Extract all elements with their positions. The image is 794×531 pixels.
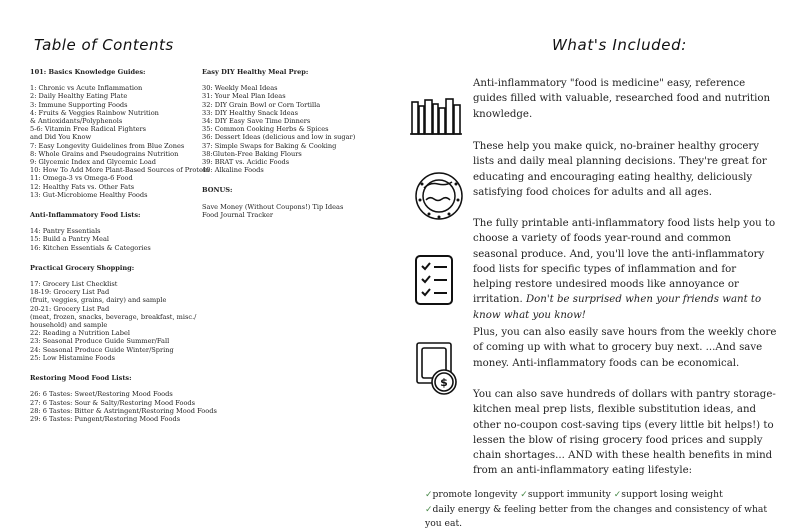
whats-included-title: What's Included: [552, 36, 687, 54]
paragraph-grocery-lists: These help you make quick, no-brainer healthy grocery lists and daily meal planning decisions. They're great for educating and encouraging eating healthy, deliciously satisfying food choices for adults and all ages. [473, 141, 767, 198]
toc-item: 25: Low Histamine Foods [30, 353, 115, 362]
paragraph-save-hours: Plus, you can also easily save hours from the weekly chore of coming up with what to grocery buy next. ...And save money. Anti-inflammatory foods can be economical. [473, 327, 777, 369]
toc-item: 26: 6 Tastes: Sweet/Restoring Mood Foods [30, 390, 173, 399]
toc-section-heading: Anti-Inflammatory Food Lists: [30, 211, 141, 220]
toc-item: 4: Fruits & Veggies Rainbow Nutrition [30, 108, 159, 117]
check-icon: ✓ [520, 490, 528, 500]
toc-item: 32: DIY Grain Bowl or Corn Tortilla [202, 100, 321, 109]
toc-item: 15: Build a Pantry Meal [30, 235, 109, 244]
toc-item: 18-19: Grocery List Pad [30, 288, 110, 297]
toc-item: 37: Simple Swaps for Baking & Cooking [202, 141, 337, 150]
toc-item: (fruit, veggies, grains, dairy) and sample [30, 296, 167, 305]
toc-item: 9: Glycemic Index and Glycemic Load [30, 158, 156, 167]
toc-item: 13: Gut-Microbiome Healthy Foods [30, 190, 148, 199]
toc-item: 28: 6 Tastes: Bitter & Astringent/Restoring Mood Foods [30, 406, 217, 415]
svg-text:$: $ [440, 376, 448, 389]
toc-title: Table of Contents [34, 36, 174, 54]
paragraph-printable-lists-emphasis: Don't be surprised when your friends want to know what you know! [473, 294, 762, 321]
toc-section-gap [202, 174, 377, 186]
toc-section-heading: Practical Grocery Shopping: [30, 263, 135, 272]
toc-section-heading: 101: Basics Knowledge Guides: [30, 68, 146, 76]
toc-item: 33: DIY Healthy Snack Ideas [202, 108, 298, 117]
toc-item: 34: DIY Easy Save Time Dinners [202, 117, 311, 126]
toc-section-heading: Easy DIY Healthy Meal Prep: [202, 68, 309, 76]
toc-item: Food Journal Tracker [202, 210, 274, 219]
toc-item: 40: Alkaline Foods [202, 166, 264, 175]
benefit-immunity: support immunity [527, 489, 611, 500]
toc-item: 17: Grocery List Checklist [30, 280, 118, 289]
toc-item: & Antioxidants/Polyphenols [30, 117, 123, 126]
toc-item: 5-6: Vitamin Free Radical Fighters [30, 125, 147, 134]
benefit-energy: daily energy & feeling better from the changes and consistency of what you eat. [425, 503, 768, 530]
benefit-longevity: promote longevity [432, 489, 518, 500]
toc-item: 10: How To Add More Plant-Based Sources of Protein [30, 166, 210, 175]
toc-item: 14: Pantry Essentials [30, 227, 101, 236]
bookshelf-icon [408, 96, 464, 136]
toc-item: 20-21: Grocery List Pad [30, 304, 110, 313]
benefits-row-2 [425, 503, 785, 531]
toc-item: 11: Omega-3 vs Omega-6 Food [30, 174, 133, 183]
check-icon: ✓ [613, 490, 622, 500]
toc-item: 29: 6 Tastes: Pungent/Restoring Mood Foods [30, 414, 181, 423]
toc-item: 30: Weekly Meal Ideas [202, 84, 278, 93]
toc-item: 12: Healthy Fats vs. Other Fats [30, 182, 135, 191]
benefits-list [425, 488, 785, 531]
toc-item: (meat, frozen, snacks, beverage, breakfast, misc./ [30, 312, 197, 321]
toc-item: 24: Seasonal Produce Guide Winter/Spring [30, 345, 174, 354]
toc-section-gap [30, 362, 200, 374]
plate-with-wreath-icon [412, 170, 466, 222]
checklist-icon [414, 254, 454, 306]
toc-item: 35: Common Cooking Herbs & Spices [202, 125, 329, 134]
toc-item: household) and sample [30, 321, 108, 330]
toc-item: 31: Your Meal Plan Ideas [202, 92, 286, 101]
toc-item: and Did You Know [30, 133, 92, 142]
benefits-row-1 [425, 488, 785, 503]
toc-item: 7: Easy Longevity Guidelines from Blue Zones [30, 141, 185, 150]
toc-item: 23: Seasonal Produce Guide Summer/Fall [30, 337, 170, 346]
money-icon [414, 340, 464, 398]
paragraph-intro: Anti-inflammatory "food is medicine" easy, reference guides filled with valuable, researched food and nutrition knowledge. [473, 78, 771, 120]
check-icon: ✓ [425, 490, 433, 500]
toc-column-2 [202, 68, 377, 219]
toc-item: 36: Dessert Ideas (delicious and low in sugar) [202, 133, 356, 142]
toc-item: 27: 6 Tastes: Sour & Salty/Restoring Mood Foods [30, 398, 196, 407]
toc-item: 1: Chronic vs Acute Inflammation [30, 84, 143, 93]
toc-item: 3: Immune Supporting Foods [30, 100, 128, 109]
toc-item: 38:Gluten-Free Baking Flours [202, 149, 302, 158]
toc-column-1 [30, 68, 217, 423]
paragraph-printable-lists [473, 216, 778, 323]
toc-item: Save Money (Without Coupons!) Tip Ideas [202, 202, 344, 211]
toc-item: 39: BRAT vs. Acidic Foods [202, 158, 290, 167]
paragraph-printable-lists-text: The fully printable anti-inflammatory food lists help you to choose a variety of foods year-round and common seasonal produce. And, you'll love the anti-inflammatory food lists for specific types of inflammation and for helping restore undesired moods like annoyance or irritation. [473, 218, 776, 306]
check-icon: ✓ [425, 504, 433, 515]
toc-section-heading: Restoring Mood Food Lists: [30, 374, 132, 383]
toc-section-heading: BONUS: [202, 186, 233, 195]
paragraph-save-money: You can also save hundreds of dollars with pantry storage-kitchen meal prep lists, flexible substitution ideas, and other no-coupon cost-saving tips (every little bit helps!) to lessen the blow of rising grocery food prices and supply chain shortages... AND with these health benefits in mind from an anti-inflammatory eating lifestyle: [473, 389, 776, 477]
toc-item: 16: Kitchen Essentials & Categories [30, 243, 151, 252]
benefit-weight: support losing weight [621, 489, 723, 500]
toc-item: 22: Reading a Nutrition Label [30, 329, 130, 338]
toc-section-gap [30, 199, 200, 211]
toc-section-gap [30, 252, 200, 264]
toc-item: 2: Daily Healthy Eating Plate [30, 92, 128, 101]
toc-item: 8: Whole Grains and Pseudograins Nutrition [30, 149, 179, 158]
